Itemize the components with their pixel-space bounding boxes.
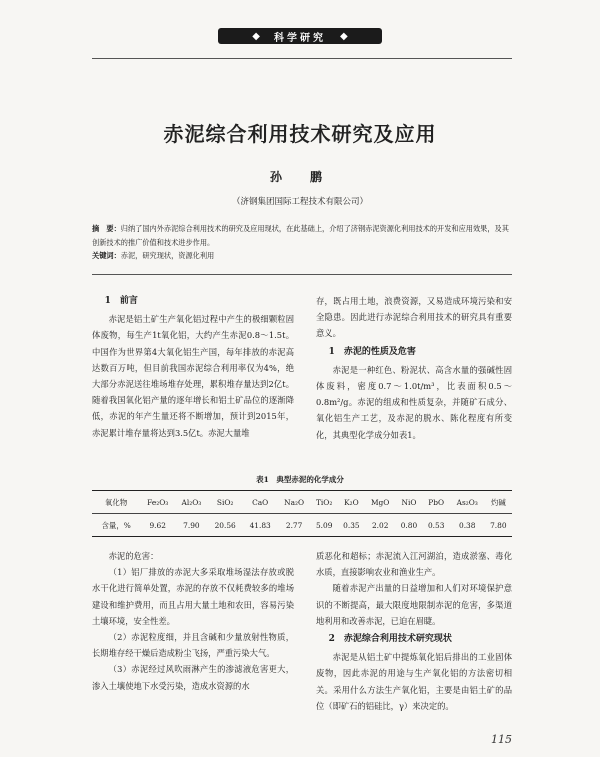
table-cell: 7.80: [485, 514, 512, 537]
table-cell: 0.38: [450, 514, 485, 537]
right-column-bottom: [316, 548, 512, 714]
table-row-label: 含量，%: [92, 514, 140, 537]
composition-table: [92, 490, 512, 537]
continued-paragraph: 存，既占用土地，浪费资源，又易造成环境污染和安全隐患。因此进行赤泥综合利用技术的研究具有重要意义。: [316, 296, 512, 339]
author-affiliation: （济钢集团国际工程技术有限公司）: [231, 197, 368, 207]
table-cell: 41.83: [243, 514, 278, 537]
table-header-cell: TiO₂: [311, 491, 338, 514]
abstract-rule: [92, 274, 512, 275]
table-header-cell: SiO₂: [208, 491, 243, 514]
properties-paragraph: 赤泥是一种红色、粉泥状、高含水量的强碱性固体废料，密度0.7～1.0t/m³，比表面积0.5～0.8m²/g。赤泥的组成和性质复杂，并随矿石成分、氧化铝生产工艺，及赤泥的脱水、陈化程度有所变化，其典型化学成分如表1。: [316, 364, 512, 440]
table-caption: 表1 典型赤泥的化学成分: [256, 475, 344, 484]
section-heading-research: 2 赤泥综合利用技术研究现状: [328, 634, 452, 645]
table-header-cell: K₂O: [338, 491, 365, 514]
page-number: 115: [491, 733, 512, 746]
table-header-cell: 灼碱: [485, 491, 512, 514]
table-header-cell: Fe₂O₃: [140, 491, 175, 514]
table-header-cell: NiO: [395, 491, 422, 514]
table-cell: 7.90: [175, 514, 208, 537]
table-header-cell: Al₂O₃: [175, 491, 208, 514]
continued-paragraph-2: 质恶化和超标；赤泥流入江河湖泊，造成淤塞、毒化水质，直接影响农业和渔业生产。: [316, 551, 512, 578]
abstract-label: 摘 要：: [92, 224, 121, 233]
left-column-top: [92, 293, 294, 441]
table-header-cell: PbO: [423, 491, 450, 514]
intro-paragraph: 赤泥是铝土矿生产氧化铝过程中产生的极细颗粒固体废物，每生产1t氧化铝，大约产生赤泥0.8～1.5t。中国作为世界第4大氧化铝生产国，每年排放的赤泥高达数百万吨，但目前我国赤泥综合利用率仅为4%，绝大部分赤泥送往堆场堆存处理，累积堆存量达到2亿t。随着我国氧化铝产量的逐年增长和铝土矿品位的逐渐降低，赤泥的年产生量还将不断增加，预计到2015年，赤泥累计堆存量将达到3.5亿t。赤泥大量堆: [92, 314, 294, 438]
table-cell: 9.62: [140, 514, 175, 537]
table-header-cell: MgO: [365, 491, 395, 514]
section-heading-intro: 1 前言: [104, 296, 138, 306]
table-cell: 0.35: [338, 514, 365, 537]
section-header-bar: [218, 28, 382, 44]
article-author: 孙 鹏: [269, 170, 330, 184]
table-header-cell: CaO: [243, 491, 278, 514]
diamond-ornament-icon: ◆: [340, 30, 348, 42]
table-row: [92, 514, 512, 537]
table-header-cell: Na₂O: [278, 491, 311, 514]
table-cell: 2.77: [278, 514, 311, 537]
keywords: [92, 251, 512, 261]
diamond-ornament-icon: ◆: [252, 30, 260, 42]
hazard-item-2: （2）赤泥粒度细，并且含碱和少量放射性物质，长期堆存经干燥后造成粉尘飞扬，严重污染大气。: [92, 632, 294, 659]
right-column-top: [316, 293, 512, 443]
article-title: 赤泥综合利用技术研究及应用: [163, 122, 437, 146]
table-cell: 5.09: [311, 514, 338, 537]
hazard-item-1: （1）铝厂排放的赤泥大多采取堆场湿法存放或脱水干化进行简单处置，赤泥的存放不仅耗费较多的堆场建设和维护费用，而且占用大量土地和农田，容易污染土壤环境，安全性差。: [92, 567, 294, 626]
section-label: 科学研究: [274, 32, 326, 44]
abstract-text: 归纳了国内外赤泥综合利用技术的研究及应用现状，在此基础上，介绍了济钢赤泥资源化利用技术的开发和应用效果，及其创新技术的推广价值和技术进步作用。: [92, 224, 509, 247]
keywords-text: 赤泥，研究现状，资源化利用: [120, 251, 215, 260]
table-cell: 0.80: [395, 514, 422, 537]
table-cell: 20.56: [208, 514, 243, 537]
section-heading-properties: 1 赤泥的性质及危害: [328, 346, 416, 357]
table-cell: 2.02: [365, 514, 395, 537]
hazard-intro: 赤泥的危害：: [108, 551, 159, 561]
awareness-paragraph: 随着赤泥产出量的日益增加和人们对环境保护意识的不断提高，最大限度地限制赤泥的危害，多渠道地利用和改善赤泥，已迫在眉睫。: [316, 583, 512, 626]
abstract: [92, 222, 512, 250]
table-cell: 0.53: [423, 514, 450, 537]
keywords-label: 关键词：: [92, 251, 121, 260]
research-paragraph: 赤泥是从铝土矿中提炼氧化铝后排出的工业固体废物，因此赤泥的用途与生产氧化铝的方法密切相关。采用什么方法生产氧化铝，主要是由铝土矿的品位（即矿石的铝硅比，γ）来决定的。: [316, 652, 512, 711]
table-header-cell: As₂O₃: [450, 491, 485, 514]
table-header-label: 氧化物: [92, 491, 140, 514]
left-column-bottom: [92, 548, 294, 694]
header-rule: [92, 58, 512, 59]
table-header-row: [92, 491, 512, 514]
hazard-item-3: （3）赤泥经过风吹雨淋产生的渗滤液危害更大，渗入土壤使地下水受污染，造成水资源的水: [92, 664, 294, 691]
